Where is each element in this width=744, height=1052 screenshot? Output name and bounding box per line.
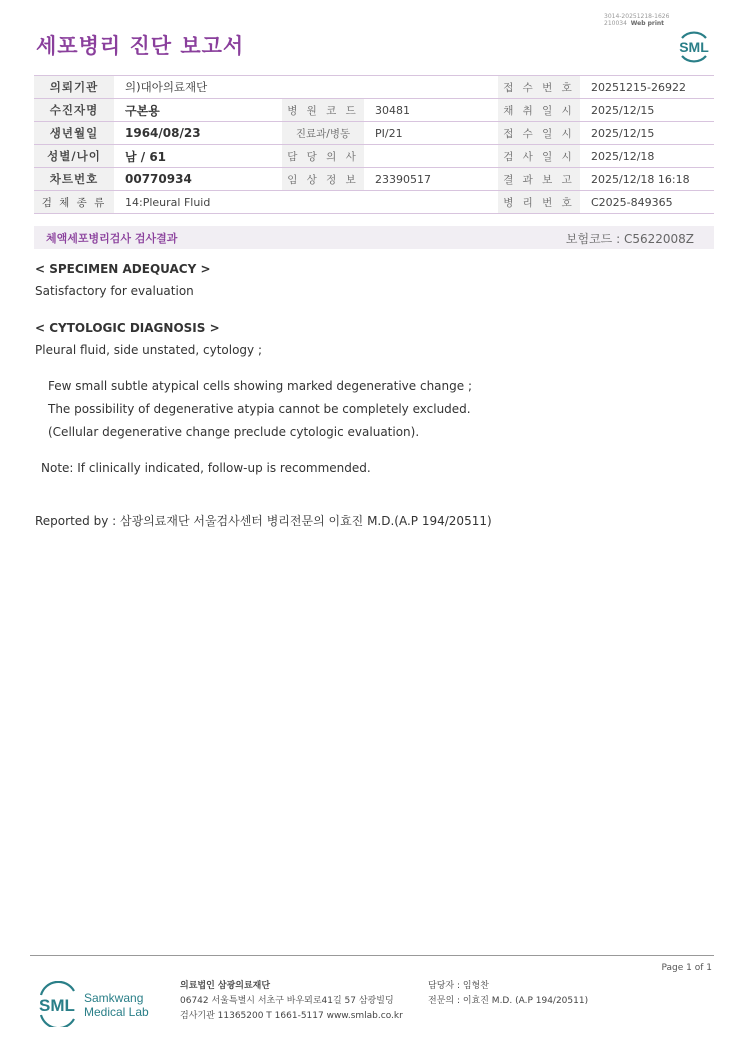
samkwang-logo-mark: SML [39, 996, 75, 1015]
info-value: 1964/08/23 [114, 122, 282, 145]
diagnosis-header: < CYTOLOGIC DIAGNOSIS > [35, 321, 220, 335]
info-label: 차트번호 [34, 168, 114, 191]
info-label: 담 당 의 사 [282, 145, 364, 168]
info-value: 2025/12/15 [580, 122, 714, 145]
info-row [34, 145, 714, 168]
info-label: 수진자명 [34, 99, 114, 122]
info-value: 남 / 61 [114, 145, 282, 168]
specialist-label: 전문의 : [428, 996, 460, 1006]
info-value: 20251215-26922 [580, 76, 714, 99]
finding-line: Few small subtle atypical cells showing marked degenerative change ; [48, 379, 473, 393]
info-value: C2025-849365 [580, 191, 714, 214]
info-value: 14:Pleural Fluid [114, 191, 498, 214]
staff-label: 담당자 : [428, 981, 460, 991]
patient-info-table [34, 75, 714, 214]
finding-line: (Cellular degenerative change preclude cytologic evaluation). [48, 425, 420, 439]
info-label: 검 사 일 시 [498, 145, 580, 168]
footer-org-info [180, 979, 403, 1024]
print-mode: Web print [630, 20, 665, 27]
reported-by: Reported by : 삼광의료재단 서울검사센터 병리전문의 이효진 M.D.(A.P 194/20511) [35, 514, 492, 528]
adequacy-text: Satisfactory for evaluation [35, 284, 194, 298]
info-label: 생년월일 [34, 122, 114, 145]
info-label: 진료과/병동 [282, 122, 364, 145]
info-label: 성별/나이 [34, 145, 114, 168]
info-row [34, 122, 714, 145]
info-label: 임 상 정 보 [282, 168, 364, 191]
info-value: PI/21 [364, 122, 498, 145]
info-row [34, 168, 714, 191]
info-value: 30481 [364, 99, 498, 122]
footer-contact: 검사기관 11365200 T 1661-5117 www.smlab.co.kr [180, 1011, 403, 1021]
finding-line: The possibility of degenerative atypia cannot be completely excluded. [48, 402, 471, 416]
page-number: Page 1 of 1 [661, 963, 712, 973]
info-label: 채 취 일 시 [498, 99, 580, 122]
info-label: 병 리 번 호 [498, 191, 580, 214]
info-label: 병 원 코 드 [282, 99, 364, 122]
info-value: 00770934 [114, 168, 282, 191]
specialist-value: 이효진 M.D. (A.P 194/20511) [462, 996, 589, 1006]
info-value: 구본용 [114, 99, 282, 122]
info-label: 의뢰기관 [34, 76, 114, 99]
print-id-line2: 210034 [604, 20, 627, 27]
info-label: 접 수 번 호 [498, 76, 580, 99]
diagnosis-text: Pleural fluid, side unstated, cytology ; [35, 343, 262, 357]
sml-logo [674, 26, 714, 64]
info-label: 결 과 보 고 [498, 168, 580, 191]
info-value [364, 145, 498, 168]
info-label: 접 수 일 시 [498, 122, 580, 145]
info-row [34, 76, 714, 99]
print-id-line1: 3014-20251218-1626 [604, 13, 670, 20]
print-id [604, 13, 669, 27]
info-value: 2025/12/18 [580, 145, 714, 168]
info-value: 2025/12/15 [580, 99, 714, 122]
info-value: 의)대아의료재단 [114, 76, 498, 99]
info-row [34, 99, 714, 122]
footer-staff-info [428, 979, 588, 1009]
footer-address: 06742 서울특별시 서초구 바우뫼로41길 57 삼광빌딩 [180, 996, 394, 1006]
page-title: 세포병리 진단 보고서 [36, 34, 245, 58]
samkwang-logo-name-1: Samkwang [84, 991, 144, 1005]
samkwang-logo [36, 981, 156, 1027]
samkwang-logo-name-2: Medical Lab [84, 1005, 149, 1019]
info-label: 검 체 종 류 [34, 191, 114, 214]
result-section-title: 체액세포병리검사 검사결과 [46, 232, 178, 245]
footer-divider [30, 955, 714, 956]
staff-value: 임형찬 [462, 981, 489, 991]
footer-org: 의료법인 삼광의료재단 [180, 981, 271, 991]
sml-logo-text: SML [679, 39, 709, 55]
info-value: 23390517 [364, 168, 498, 191]
note-text: Note: If clinically indicated, follow-up is recommended. [41, 461, 371, 475]
info-value: 2025/12/18 16:18 [580, 168, 714, 191]
insurance-code: 보험코드 : C5622008Z [565, 232, 694, 246]
adequacy-header: < SPECIMEN ADEQUACY > [35, 262, 211, 276]
info-row [34, 191, 714, 214]
